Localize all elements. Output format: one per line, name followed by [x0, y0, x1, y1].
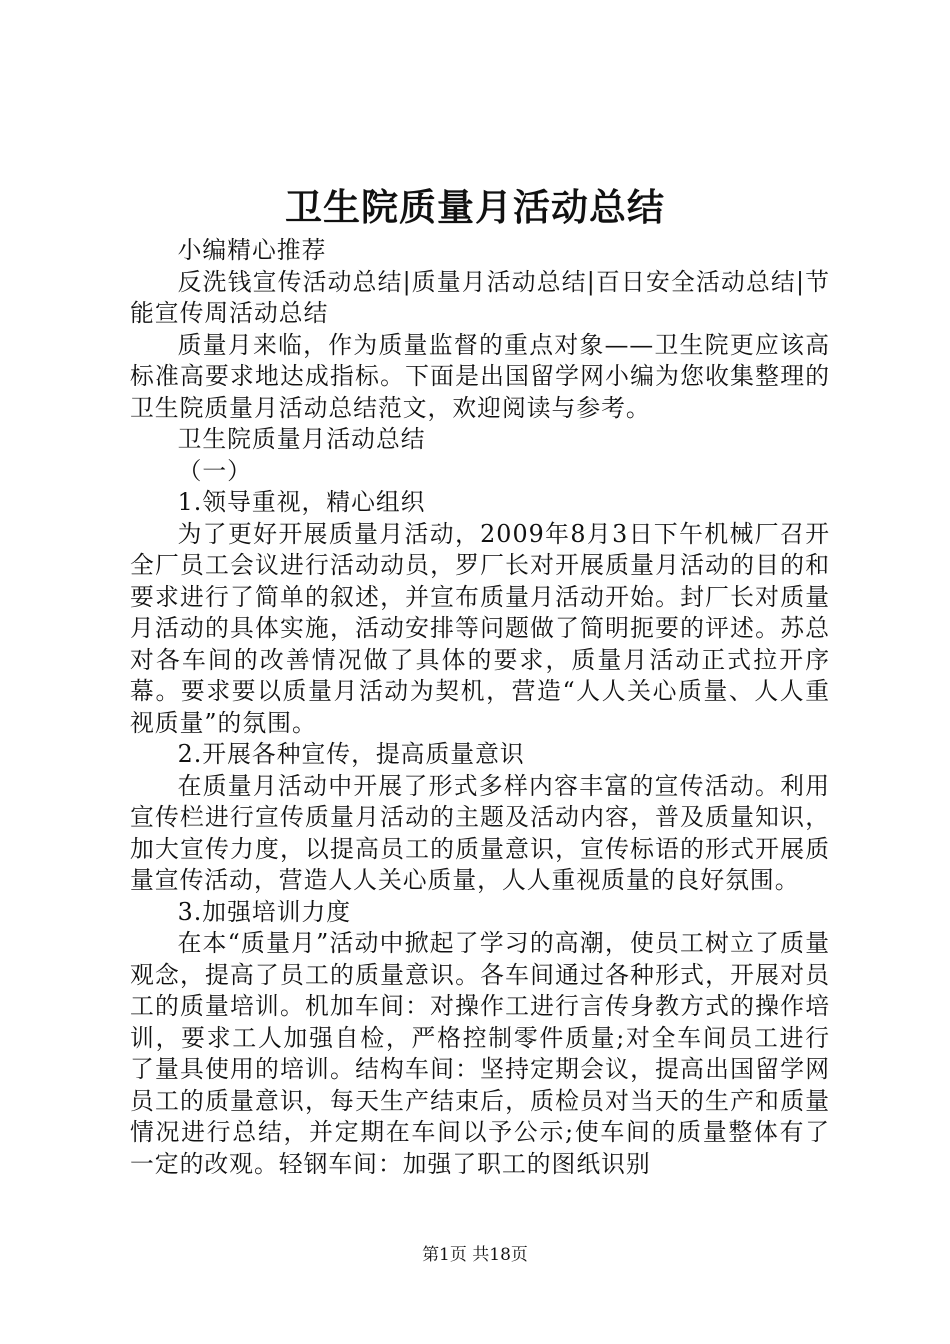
- document-body: [130, 235, 830, 1180]
- heading-publicity: 2.开展各种宣传，提高质量意识: [177, 740, 525, 768]
- page-number: 第1页 共18页: [422, 1245, 528, 1265]
- heading-leadership: 1.领导重视，精心组织: [177, 488, 426, 516]
- paragraph-training: 在本“质量月”活动中掀起了学习的高潮，使员工树立了质量观念，提高了员工的质量意识。各车间通过各种形式，开展对员工的质量培训。机加车间：对操作工进行言传身教方式的操作培训，要求工人加强自检，严格控制零件质量;对全车间员工进行了量具使用的培训。结构车间：坚持定期会议，提高出国留学网员工的质量意识，每天生产结束后，质检员对当天的生产和质量情况进行总结，并定期在车间以予公示;使车间的质量整体有了一定的改观。轻钢车间：加强了职工的图纸识别: [130, 929, 830, 1178]
- paragraph-leadership: 为了更好开展质量月活动，2009年8月3日下午机械厂召开全厂员工会议进行活动动员，罗厂长对开展质量月活动的目的和要求进行了简单的叙述，并宣布质量月活动开始。封厂长对质量月活动的具体实施，活动安排等问题做了简明扼要的评述。苏总对各车间的改善情况做了具体的要求，质量月活动正式拉开序幕。要求要以质量月活动为契机，营造“人人关心质量、人人重视质量”的氛围。: [130, 519, 830, 737]
- paragraph-intro: 质量月来临，作为质量监督的重点对象——卫生院更应该高标准高要求地达成指标。下面是出国留学网小编为您收集整理的卫生院质量月活动总结范文，欢迎阅读与参考。: [130, 330, 830, 422]
- paragraph-section-one: （一）: [177, 456, 252, 485]
- heading-training: 3.加强培训力度: [177, 897, 352, 926]
- paragraph-recommend: 小编精心推荐: [177, 236, 327, 264]
- paragraph-subtitle: 卫生院质量月活动总结: [177, 425, 426, 453]
- page-title: 卫生院质量月活动总结: [285, 186, 665, 229]
- paragraph-related-links: 反洗钱宣传活动总结|质量月活动总结|百日安全活动总结|节能宣传周活动总结: [130, 267, 830, 327]
- paragraph-publicity: 在质量月活动中开展了形式多样内容丰富的宣传活动。利用宣传栏进行宣传质量月活动的主题及活动内容，普及质量知识，加大宣传力度，以提高员工的质量意识，宣传标语的形式开展质量宣传活动，营造人人关心质量，人人重视质量的良好氛围。: [130, 771, 830, 894]
